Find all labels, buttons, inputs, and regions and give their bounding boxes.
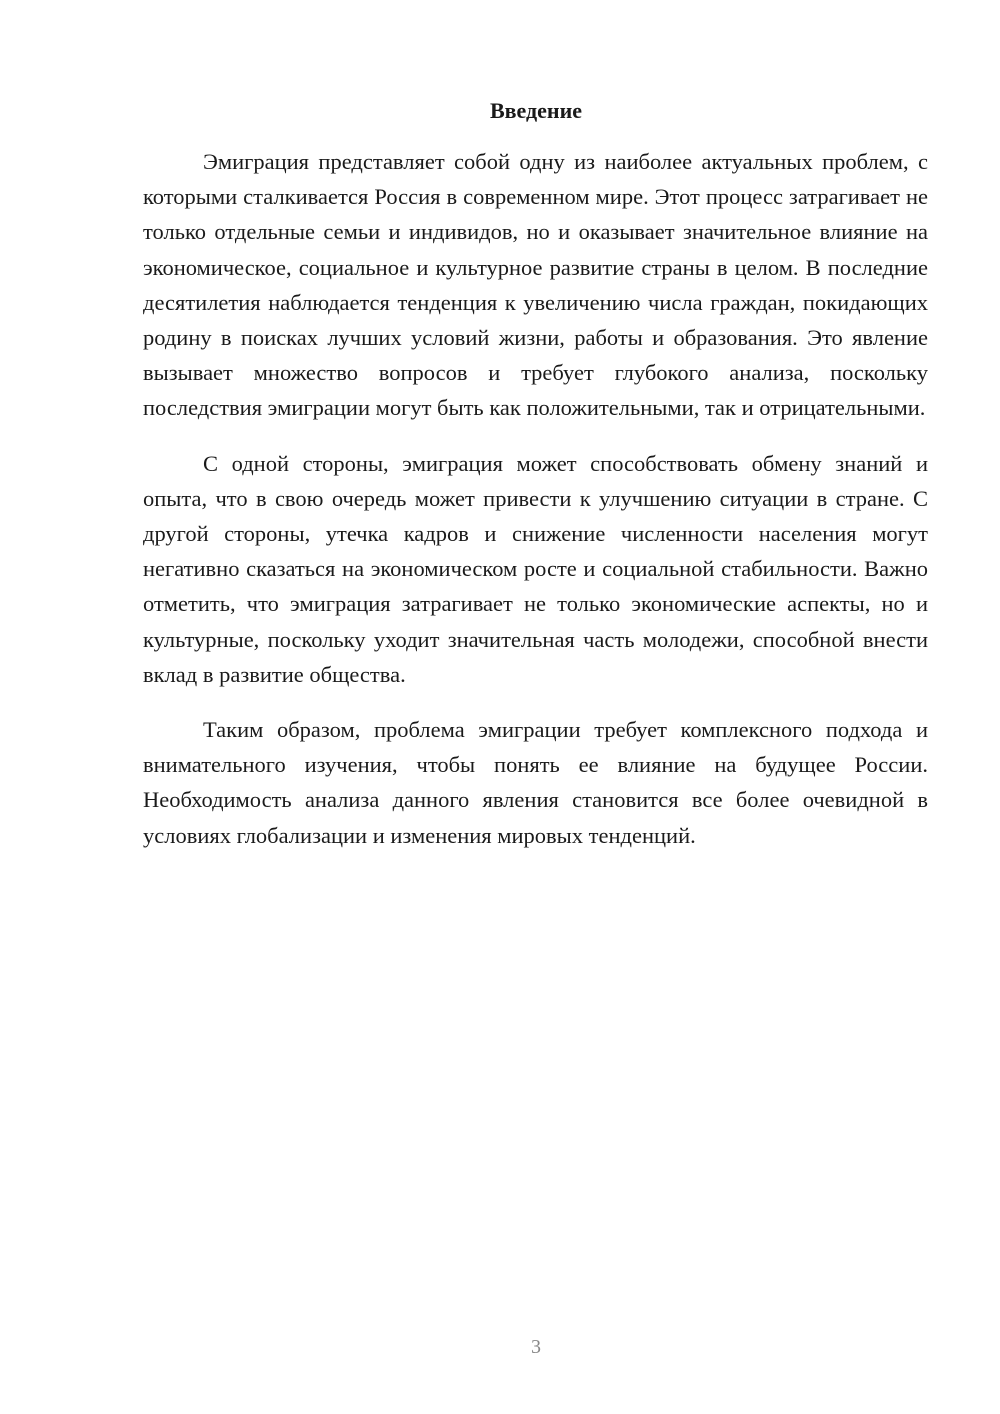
section-heading: Введение <box>489 98 583 123</box>
paragraph-1: Эмиграция представляет собой одну из наиболее актуальных проблем, с которыми сталкивается Россия в современном мире. Этот процесс затрагивает не только отдельные семьи и индивидов, но и оказывает значительное влияние на экономическое, социальное и культурное развитие страны в целом. В последние десятилетия наблюдается тенденция к увеличению числа граждан, покидающих родину в поисках лучших условий жизни, работы и образования. Это явление вызывает множество вопросов и требует глубокого анализа, поскольку последствия эмиграции могут быть как положительными, так и отрицательными. <box>143 149 928 421</box>
paragraph-2: С одной стороны, эмиграция может способствовать обмену знаний и опыта, что в свою очередь может привести к улучшению ситуации в стране. С другой стороны, утечка кадров и снижение численности населения могут негативно сказаться на экономическом росте и социальной стабильности. Важно отметить, что эмиграция затрагивает не только экономические аспекты, но и культурные, поскольку уходит значительная часть молодежи, способной внести вклад в развитие общества. <box>143 450 928 687</box>
page-number: 3 <box>531 1336 541 1358</box>
body-text <box>143 144 928 873</box>
paragraph-3: Таким образом, проблема эмиграции требует комплексного подхода и внимательного изучения, чтобы понять ее влияние на будущее России. Необходимость анализа данного явления становится все более очевидной в условиях глобализации и изменения мировых тенденций. <box>143 717 928 848</box>
